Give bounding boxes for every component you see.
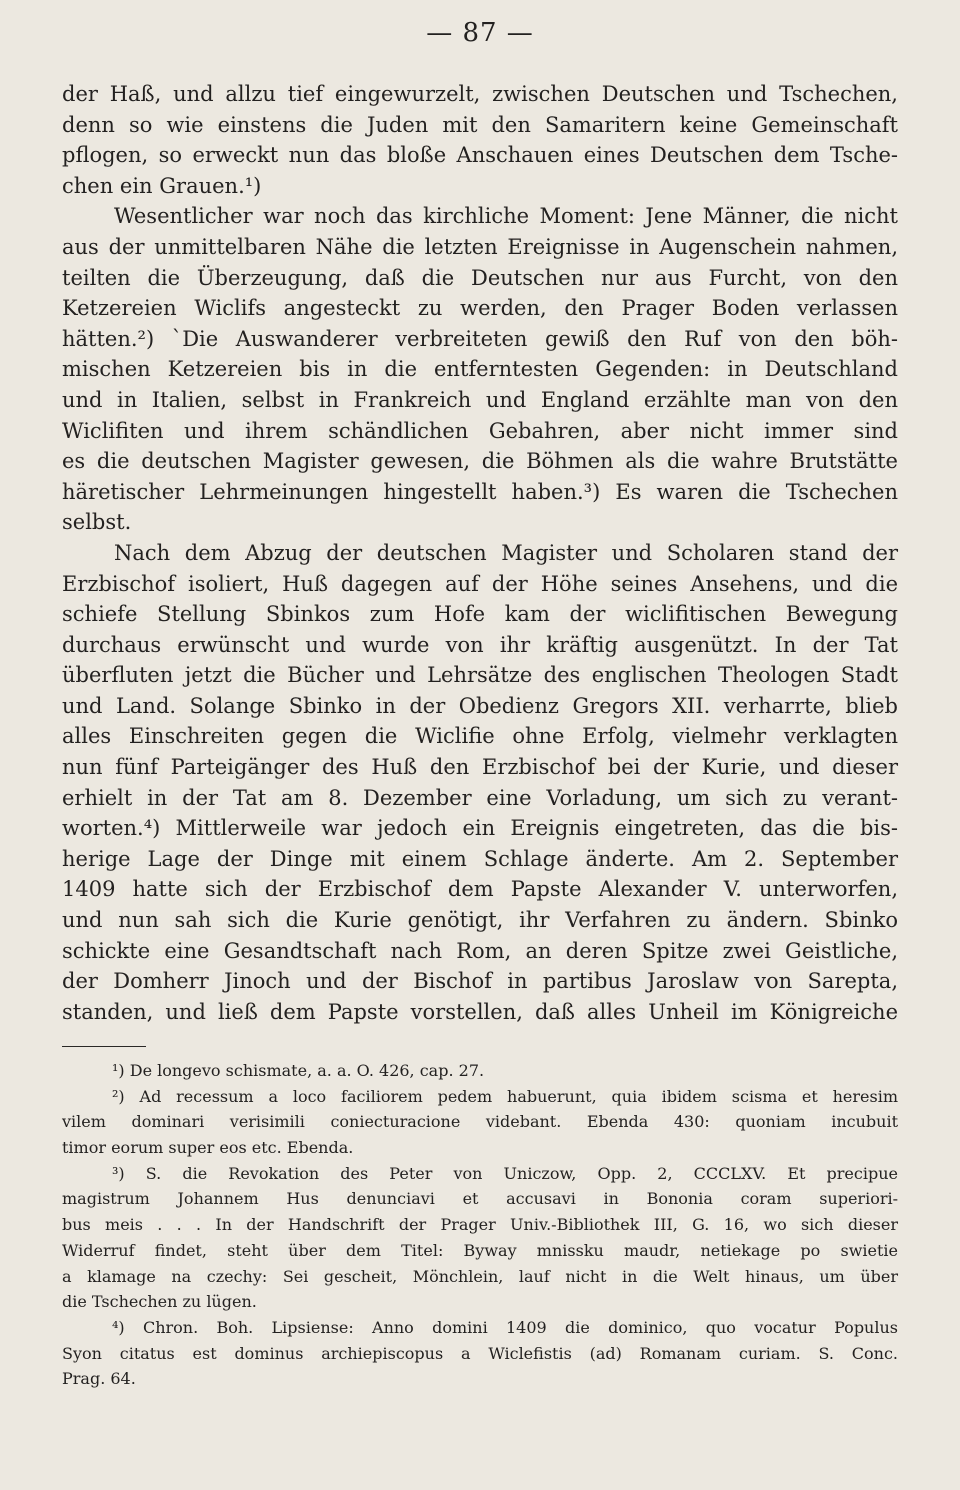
text-line: schiefe Stellung Sbinkos zum Hofe kam der wiclifitischen Bewegung bbox=[62, 602, 898, 627]
text-line: und Land. Solange Sbinko in der Obedienz Gregors XII. verharrte, blieb bbox=[62, 693, 898, 718]
text-line: und nun sah sich die Kurie genötigt, ihr Verfahren zu ändern. Sbinko bbox=[62, 908, 898, 933]
footnote-line: Syon citatus est dominus archiepiscopus a Wiclefistis (ad) Romanam curiam. S. Conc. bbox=[62, 1343, 898, 1363]
text-line: teilten die Überzeugung, daß die Deutschen nur aus Furcht, von den bbox=[62, 265, 898, 290]
text-line: pflogen, so erweckt nun das bloße Anschauen eines Deutschen dem Tsche- bbox=[62, 143, 898, 168]
footnote-line: a klamage na czechy: Sei gescheit, Mönchlein, lauf nicht in die Welt hinaus, um über bbox=[62, 1266, 898, 1286]
text-line: selbst. bbox=[62, 510, 132, 535]
footnote-line: ⁴) Chron. Boh. Lipsiense: Anno domini 1409 die dominico, quo vocatur Populus bbox=[112, 1317, 898, 1337]
text-line: der Haß, und allzu tief eingewurzelt, zwischen Deutschen und Tschechen, bbox=[62, 82, 898, 106]
text-line: Ketzereien Wiclifs angesteckt zu werden, den Prager Boden verlassen bbox=[62, 296, 898, 321]
footnote-line: ¹) De longevo schismate, a. a. O. 426, cap. 27. bbox=[112, 1061, 485, 1080]
text-line: mischen Ketzereien bis in die entferntesten Gegenden: in Deutschland bbox=[62, 357, 898, 382]
text-line: herige Lage der Dinge mit einem Schlage änderte. Am 2. September bbox=[62, 846, 898, 871]
text-line: der Domherr Jinoch und der Bischof in partibus Jaroslaw von Sarepta, bbox=[62, 969, 898, 994]
text-line: alles Einschreiten gegen die Wiclifie ohne Erfolg, vielmehr verklagten bbox=[62, 724, 898, 749]
footnote bbox=[62, 1084, 898, 1161]
footnote-line: ³) S. die Revokation des Peter von Uniczow, Opp. 2, CCCLXV. Et precipue bbox=[112, 1163, 898, 1183]
text-line: schickte eine Gesandtschaft nach Rom, an deren Spitze zwei Geistliche, bbox=[62, 938, 898, 963]
footnote-line: magistrum Johannem Hus denunciavi et accusavi in Bononia coram superiori- bbox=[62, 1189, 898, 1209]
footnote-line: die Tschechen zu lügen. bbox=[62, 1292, 257, 1312]
main-text bbox=[62, 79, 898, 1027]
footnote-line: timor eorum super eos etc. Ebenda. bbox=[62, 1138, 354, 1158]
footnotes bbox=[62, 1058, 898, 1392]
text-line: erhielt in der Tat am 8. Dezember eine Vorladung, um sich zu verant- bbox=[62, 785, 898, 810]
footnote bbox=[62, 1058, 898, 1084]
text-line: 1409 hatte sich der Erzbischof dem Papste Alexander V. unterworfen, bbox=[62, 877, 898, 902]
text-line: durchaus erwünscht und wurde von ihr kräftig ausgenützt. In der Tat bbox=[62, 632, 898, 657]
text-line: nun fünf Parteigänger des Huß den Erzbischof bei der Kurie, und dieser bbox=[62, 755, 898, 780]
footnote-divider bbox=[62, 1046, 146, 1047]
footnote-line: bus meis . . . In der Handschrift der Prager Univ.-Bibliothek III, G. 16, wo sich dieser bbox=[62, 1215, 898, 1235]
text-line: denn so wie einstens die Juden mit den Samaritern keine Gemeinschaft bbox=[62, 112, 898, 137]
text-line: aus der unmittelbaren Nähe die letzten Ereignisse in Augenschein nahmen, bbox=[62, 234, 898, 259]
footnote bbox=[62, 1315, 898, 1392]
paragraph bbox=[62, 538, 898, 1028]
footnote-line: vilem dominari verisimili coniecturacione videbant. Ebenda 430: quoniam incubuit bbox=[62, 1112, 898, 1132]
text-line: überfluten jetzt die Bücher und Lehrsätze des englischen Theologen Stadt bbox=[62, 663, 898, 688]
page-number-header: — 87 — bbox=[426, 18, 534, 48]
text-line: worten.⁴) Mittlerweile war jedoch ein Ereignis eingetreten, das die bis- bbox=[62, 816, 898, 841]
text-line: Nach dem Abzug der deutschen Magister und Scholaren stand der bbox=[114, 540, 898, 565]
text-line: standen, und ließ dem Papste vorstellen, daß alles Unheil im Königreiche bbox=[62, 999, 898, 1024]
text-line: häretischer Lehrmeinungen hingestellt haben.³) Es waren die Tschechen bbox=[62, 479, 898, 504]
footnote-line: Widerruf findet, steht über dem Titel: Byway mnissku maudr, netiekage po swietie bbox=[62, 1240, 898, 1260]
text-line: Erzbischof isoliert, Huß dagegen auf der Höhe seines Ansehens, und die bbox=[62, 571, 898, 596]
footnote-line: Prag. 64. bbox=[62, 1369, 136, 1389]
footnote bbox=[62, 1161, 898, 1315]
text-line: chen ein Grauen.¹) bbox=[62, 173, 262, 198]
text-line: es die deutschen Magister gewesen, die Böhmen als die wahre Brutstätte bbox=[62, 449, 898, 474]
paragraph bbox=[62, 201, 898, 538]
text-line: hätten.²) `Die Auswanderer verbreiteten gewiß den Ruf von den böh- bbox=[62, 326, 898, 351]
text-line: Wiclifiten und ihrem schändlichen Gebahren, aber nicht immer sind bbox=[62, 418, 898, 443]
paragraph bbox=[62, 79, 898, 201]
text-line: Wesentlicher war noch das kirchliche Moment: Jene Männer, die nicht bbox=[114, 204, 898, 229]
text-line: und in Italien, selbst in Frankreich und England erzählte man von den bbox=[62, 387, 898, 412]
footnote-line: ²) Ad recessum a loco faciliorem pedem habuerunt, quia ibidem scisma et heresim bbox=[112, 1086, 898, 1106]
